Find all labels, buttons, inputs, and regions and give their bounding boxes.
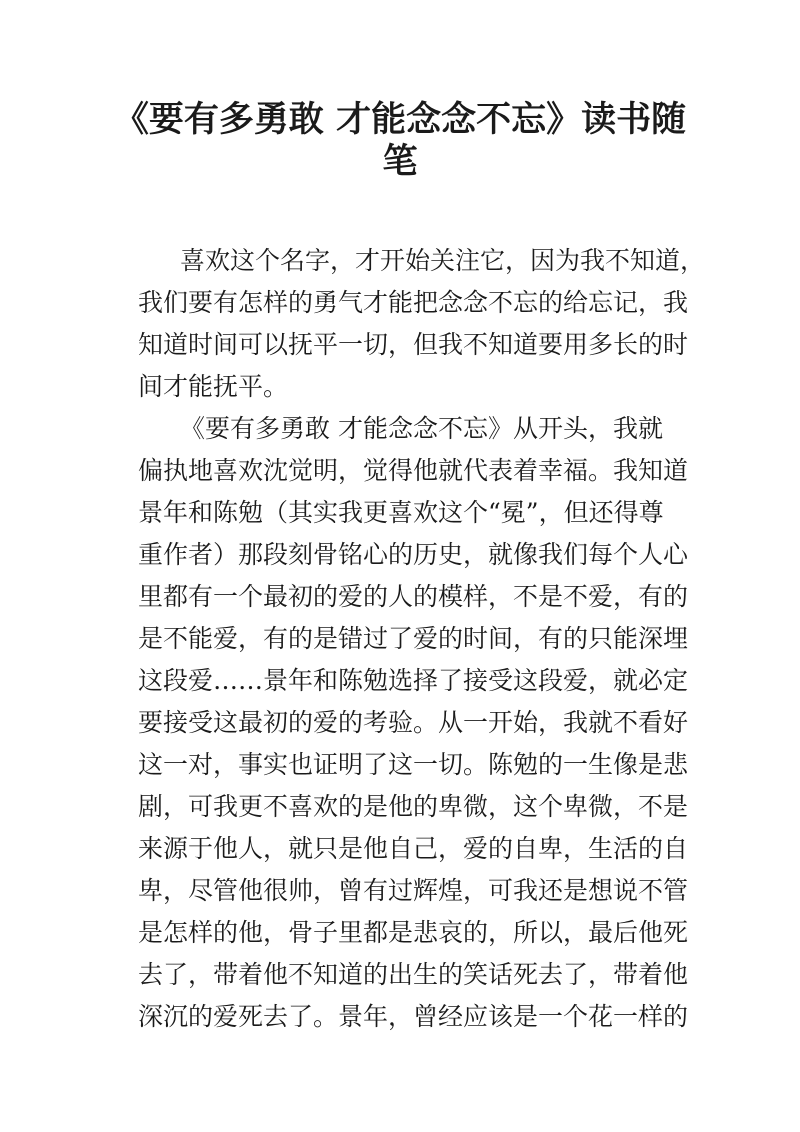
text-line: 深沉的爱死去了。景年，曾经应该是一个花一样的 xyxy=(138,1002,689,1031)
text-line: 是怎样的他，骨子里都是悲哀的，所以，最后他死 xyxy=(138,918,689,947)
text-line: 《要有多勇敢 才能念念不忘》从开头，我就 xyxy=(180,414,663,443)
title-line-1: 《要有多勇敢 才能念念不忘》读书随 xyxy=(113,100,687,140)
text-line: 来源于他人，就只是他自己，爱的自卑，生活的自 xyxy=(138,834,689,863)
text-line: 重作者）那段刻骨铭心的历史，就像我们每个人心 xyxy=(138,540,689,569)
text-line: 这段爱……景年和陈勉选择了接受这段爱，就必定 xyxy=(138,666,689,695)
text-line: 卑，尽管他很帅，曾有过辉煌，可我还是想说不管 xyxy=(138,876,689,905)
text-line: 知道时间可以抚平一切，但我不知道要用多长的时 xyxy=(138,330,689,359)
title-line-2: 笔 xyxy=(382,142,418,182)
text-line: 景年和陈勉（其实我更喜欢这个“冕”，但还得尊 xyxy=(138,498,664,527)
text-line: 偏执地喜欢沈觉明，觉得他就代表着幸福。我知道 xyxy=(138,456,689,485)
text-line: 这一对，事实也证明了这一切。陈勉的一生像是悲 xyxy=(138,750,689,779)
text-line: 喜欢这个名字，才开始关注它，因为我不知道， xyxy=(180,246,706,275)
text-line: 去了，带着他不知道的出生的笑话死去了，带着他 xyxy=(138,960,689,989)
text-line: 剧，可我更不喜欢的是他的卑微，这个卑微，不是 xyxy=(138,792,689,821)
text-line: 我们要有怎样的勇气才能把念念不忘的给忘记，我 xyxy=(138,288,689,317)
text-line: 是不能爱，有的是错过了爱的时间，有的只能深埋 xyxy=(138,624,689,653)
text-line: 里都有一个最初的爱的人的模样，不是不爱，有的 xyxy=(138,582,689,611)
text-line: 间才能抚平。 xyxy=(138,372,289,401)
text-line: 要接受这最初的爱的考验。从一开始，我就不看好 xyxy=(138,708,689,737)
